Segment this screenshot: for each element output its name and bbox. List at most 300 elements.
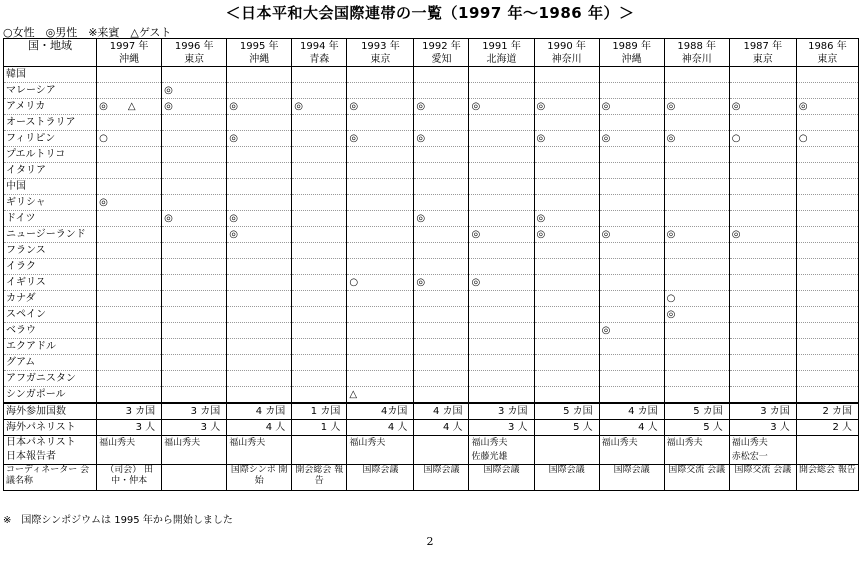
participation-mark: ◎ — [796, 99, 858, 115]
participation-mark — [292, 115, 347, 131]
participation-mark — [97, 227, 162, 243]
participation-mark — [97, 83, 162, 99]
participation-mark: ◎ — [664, 227, 729, 243]
participation-mark — [664, 83, 729, 99]
country-name: スペイン — [4, 307, 97, 323]
participation-mark — [347, 195, 414, 211]
year-column-header — [469, 39, 534, 67]
participation-mark — [162, 259, 227, 275]
participation-mark — [469, 259, 534, 275]
participation-mark: ◎ — [534, 131, 599, 147]
participation-mark: ◎ — [414, 131, 469, 147]
participation-mark — [347, 83, 414, 99]
year-label: 1995 年 — [239, 40, 279, 52]
country-name: プエルトリコ — [4, 147, 97, 163]
japan-panelist-name: 福山秀夫 — [729, 436, 796, 451]
country-name: フランス — [4, 243, 97, 259]
totals-value: 3 カ国 — [469, 403, 534, 420]
participation-mark — [414, 243, 469, 259]
participation-mark — [664, 147, 729, 163]
participation-mark — [97, 371, 162, 387]
participation-mark — [162, 195, 227, 211]
participation-mark — [469, 195, 534, 211]
japan-panelist-name: 福山秀夫 — [347, 436, 414, 451]
participation-mark: △ — [347, 387, 414, 404]
table-row — [4, 99, 859, 115]
totals-value: 3 人 — [162, 420, 227, 436]
participation-mark — [162, 291, 227, 307]
participation-mark — [599, 67, 664, 83]
participation-mark — [347, 291, 414, 307]
participation-mark — [227, 307, 292, 323]
coordinator-value: （司会） 田中・仲本 — [97, 465, 162, 491]
year-label: 1993 年 — [361, 40, 400, 52]
participation-mark — [97, 179, 162, 195]
table-row — [4, 291, 859, 307]
country-name: エクアドル — [4, 339, 97, 355]
participation-mark — [729, 291, 796, 307]
participation-mark — [599, 275, 664, 291]
japan-panelist-name: 福山秀夫 — [97, 436, 162, 451]
participation-mark — [534, 243, 599, 259]
japan-panelist-name — [599, 450, 664, 465]
participation-mark — [227, 339, 292, 355]
country-name: ニュージーランド — [4, 227, 97, 243]
page-number: 2 — [426, 535, 434, 548]
participation-mark — [796, 227, 858, 243]
participation-mark — [796, 371, 858, 387]
participation-mark — [347, 243, 414, 259]
participation-mark — [97, 115, 162, 131]
japan-panelist-name: 福山秀夫 — [162, 436, 227, 451]
coordinator-value: 国際交流 会議 — [664, 465, 729, 491]
participation-mark — [729, 275, 796, 291]
coordinator-value: 国際交流 会議 — [729, 465, 796, 491]
participation-mark — [664, 195, 729, 211]
participation-mark — [292, 83, 347, 99]
totals-row — [4, 420, 859, 436]
participation-mark — [347, 227, 414, 243]
participation-mark — [292, 131, 347, 147]
participation-mark: ◎ — [599, 227, 664, 243]
participation-mark — [599, 147, 664, 163]
country-name: アフガニスタン — [4, 371, 97, 387]
participation-mark: ◎ — [469, 275, 534, 291]
totals-label: 海外参加国数 — [4, 403, 97, 420]
participation-mark — [469, 387, 534, 404]
participation-mark — [469, 83, 534, 99]
participation-mark — [414, 147, 469, 163]
participation-mark — [292, 243, 347, 259]
participation-mark — [97, 387, 162, 404]
participation-mark: ◎ — [664, 99, 729, 115]
coordinator-value: 国際会議 — [469, 465, 534, 491]
year-label: 1994 年 — [299, 40, 339, 52]
participation-mark — [227, 67, 292, 83]
venue-label: 東京 — [752, 53, 773, 65]
participation-mark — [469, 339, 534, 355]
country-name: イラク — [4, 259, 97, 275]
japan-panelist-name — [534, 450, 599, 465]
participation-mark — [162, 339, 227, 355]
participation-mark — [729, 371, 796, 387]
participation-mark — [227, 147, 292, 163]
venue-label: 沖縄 — [621, 53, 642, 65]
venue-label: 東京 — [370, 53, 391, 65]
participation-mark: ◎ — [729, 99, 796, 115]
participation-mark — [599, 179, 664, 195]
participation-mark — [347, 259, 414, 275]
year-label: 1988 年 — [677, 40, 717, 52]
participation-mark — [97, 259, 162, 275]
totals-value: 3 人 — [469, 420, 534, 436]
participation-mark: ◎ — [534, 227, 599, 243]
coordinator-value — [162, 465, 227, 491]
country-name: アメリカ — [4, 99, 97, 115]
participation-mark — [469, 115, 534, 131]
participation-mark: ◎ — [97, 195, 162, 211]
totals-value: 3 カ国 — [729, 403, 796, 420]
participation-mark — [97, 355, 162, 371]
participation-mark: ◎ — [414, 275, 469, 291]
year-column-header — [162, 39, 227, 67]
year-column-header — [227, 39, 292, 67]
participation-mark — [292, 387, 347, 404]
venue-label: 神奈川 — [681, 53, 712, 65]
country-name: ベラウ — [4, 323, 97, 339]
participation-mark — [347, 179, 414, 195]
year-column-header — [347, 39, 414, 67]
participation-mark — [469, 371, 534, 387]
participation-mark — [97, 275, 162, 291]
participation-mark — [796, 291, 858, 307]
participation-mark — [664, 275, 729, 291]
participation-mark: ◎ — [534, 211, 599, 227]
participation-mark — [664, 259, 729, 275]
japan-panelist-name — [162, 450, 227, 465]
participation-mark — [292, 275, 347, 291]
country-name: マレーシア — [4, 83, 97, 99]
coordinator-value: 開会総会 報告 — [292, 465, 347, 491]
participation-mark: ◎ — [599, 131, 664, 147]
participation-mark — [347, 339, 414, 355]
participation-mark — [292, 179, 347, 195]
participation-mark: ◎ — [664, 307, 729, 323]
totals-value: 3 人 — [729, 420, 796, 436]
participation-mark — [534, 259, 599, 275]
participation-mark — [414, 179, 469, 195]
participation-mark — [469, 179, 534, 195]
participation-mark: ◎ — [469, 99, 534, 115]
participation-mark — [347, 307, 414, 323]
participation-mark: ◎ — [162, 83, 227, 99]
table-row — [4, 67, 859, 83]
participation-mark: ○ — [97, 131, 162, 147]
participation-mark — [664, 115, 729, 131]
totals-value: 4カ国 — [347, 403, 414, 420]
participation-mark — [414, 163, 469, 179]
participation-mark — [347, 67, 414, 83]
participation-mark — [534, 355, 599, 371]
totals-value: 3 人 — [97, 420, 162, 436]
participation-mark — [292, 211, 347, 227]
participation-mark — [534, 371, 599, 387]
participation-mark — [729, 195, 796, 211]
totals-value: 1 人 — [292, 420, 347, 436]
participation-mark — [292, 339, 347, 355]
venue-label: 北海道 — [486, 53, 517, 65]
participation-mark — [227, 195, 292, 211]
table-row — [4, 259, 859, 275]
table-row — [4, 339, 859, 355]
participation-mark — [729, 307, 796, 323]
participation-mark — [292, 227, 347, 243]
participation-mark — [664, 163, 729, 179]
participation-mark — [227, 163, 292, 179]
participation-mark — [97, 339, 162, 355]
japan-panelist-name — [796, 436, 858, 451]
totals-label: 海外パネリスト — [4, 420, 97, 436]
participation-mark — [227, 275, 292, 291]
japan-panelist-name — [414, 450, 469, 465]
participation-mark — [469, 163, 534, 179]
totals-value: 4 人 — [599, 420, 664, 436]
venue-label: 沖縄 — [119, 53, 140, 65]
table-row — [4, 387, 859, 404]
participation-mark — [599, 387, 664, 404]
table-row — [4, 355, 859, 371]
table-row — [4, 163, 859, 179]
participation-mark — [599, 339, 664, 355]
participation-mark — [664, 355, 729, 371]
participation-mark — [469, 291, 534, 307]
participation-mark — [469, 211, 534, 227]
participation-mark — [227, 387, 292, 404]
participation-mark — [162, 387, 227, 404]
participation-mark — [534, 339, 599, 355]
participation-mark: ◎ — [162, 211, 227, 227]
participation-mark — [414, 115, 469, 131]
japan-panelist-name — [292, 436, 347, 451]
table-row — [4, 179, 859, 195]
japan-panelist-name: 福山秀夫 — [599, 436, 664, 451]
participation-mark — [97, 211, 162, 227]
participation-mark: ◎ — [729, 227, 796, 243]
year-column-header — [664, 39, 729, 67]
country-name: イギリス — [4, 275, 97, 291]
participation-mark — [414, 83, 469, 99]
participation-mark — [162, 115, 227, 131]
participation-mark — [414, 291, 469, 307]
participation-mark — [347, 323, 414, 339]
country-name: カナダ — [4, 291, 97, 307]
japan-panel-label: 日本報告者 — [4, 450, 97, 465]
participation-mark — [599, 211, 664, 227]
participation-mark — [729, 211, 796, 227]
venue-label: 東京 — [184, 53, 205, 65]
document-title: ＜日本平和大会国際連帯の一覧（1997 年～1986 年）＞ — [225, 4, 635, 22]
participation-mark — [534, 115, 599, 131]
country-name: ドイツ — [4, 211, 97, 227]
participation-mark — [227, 243, 292, 259]
participation-mark — [796, 163, 858, 179]
participation-mark — [469, 323, 534, 339]
japan-panelist-name — [796, 450, 858, 465]
participation-mark — [162, 163, 227, 179]
participation-mark — [534, 291, 599, 307]
participation-mark — [796, 355, 858, 371]
solidarity-table — [3, 38, 859, 491]
participation-mark — [599, 243, 664, 259]
footnote: ※ 国際シンポジウムは 1995 年から開始しました — [3, 515, 233, 526]
participation-mark: ○ — [729, 131, 796, 147]
participation-mark — [599, 83, 664, 99]
participation-mark — [599, 307, 664, 323]
table-row — [4, 147, 859, 163]
participation-mark — [292, 259, 347, 275]
year-column-header — [292, 39, 347, 67]
participation-mark — [534, 195, 599, 211]
year-column-header — [796, 39, 858, 67]
participation-mark — [796, 339, 858, 355]
participation-mark — [347, 371, 414, 387]
participation-mark — [599, 115, 664, 131]
participation-mark — [414, 227, 469, 243]
table-row — [4, 131, 859, 147]
table-row — [4, 371, 859, 387]
participation-mark — [469, 147, 534, 163]
participation-mark — [414, 355, 469, 371]
participation-mark: ◎ — [347, 99, 414, 115]
table-row — [4, 227, 859, 243]
participation-mark — [796, 275, 858, 291]
participation-mark — [796, 179, 858, 195]
participation-mark — [227, 371, 292, 387]
participation-mark — [796, 195, 858, 211]
participation-mark — [469, 243, 534, 259]
year-column-header — [97, 39, 162, 67]
participation-mark — [414, 323, 469, 339]
participation-mark — [469, 355, 534, 371]
participation-mark — [347, 211, 414, 227]
participation-mark — [664, 67, 729, 83]
coordinator-value: 国際会議 — [534, 465, 599, 491]
participation-mark — [347, 147, 414, 163]
participation-mark — [97, 67, 162, 83]
participation-mark — [599, 291, 664, 307]
participation-mark — [796, 211, 858, 227]
year-label: 1986 年 — [808, 40, 847, 52]
participation-mark — [534, 67, 599, 83]
totals-value: 4 カ国 — [599, 403, 664, 420]
participation-mark — [162, 227, 227, 243]
country-name: フィリピン — [4, 131, 97, 147]
participation-mark — [414, 259, 469, 275]
japan-panelist-name — [97, 450, 162, 465]
participation-mark — [227, 291, 292, 307]
coordinator-value: 国際シンポ 開始 — [227, 465, 292, 491]
participation-mark — [414, 307, 469, 323]
participation-mark — [414, 339, 469, 355]
table-row — [4, 323, 859, 339]
participation-mark — [729, 339, 796, 355]
participation-mark — [599, 355, 664, 371]
participation-mark: ○ — [664, 291, 729, 307]
participation-mark — [292, 323, 347, 339]
japan-panelist-name — [534, 436, 599, 451]
year-label: 1996 年 — [174, 40, 214, 52]
participation-mark — [599, 163, 664, 179]
participation-mark — [664, 371, 729, 387]
participation-mark — [729, 147, 796, 163]
participation-mark — [292, 291, 347, 307]
participation-mark — [599, 371, 664, 387]
japan-panelist-name — [414, 436, 469, 451]
participation-mark — [292, 355, 347, 371]
participation-mark — [664, 211, 729, 227]
coordinator-row — [4, 465, 859, 491]
participation-mark: ◎ — [599, 323, 664, 339]
year-column-header — [599, 39, 664, 67]
japan-panelist-name — [347, 450, 414, 465]
venue-label: 神奈川 — [551, 53, 582, 65]
coordinator-value: 国際会議 — [347, 465, 414, 491]
participation-mark: ◎ — [469, 227, 534, 243]
coordinator-value: 国際会議 — [414, 465, 469, 491]
totals-value: 4 カ国 — [414, 403, 469, 420]
participation-mark: ◎ — [227, 99, 292, 115]
participation-mark — [292, 147, 347, 163]
participation-mark — [414, 371, 469, 387]
participation-mark — [292, 195, 347, 211]
participation-mark: ◎ △ — [97, 99, 162, 115]
participation-mark: ◎ — [414, 99, 469, 115]
participation-mark — [729, 323, 796, 339]
totals-value: 1 カ国 — [292, 403, 347, 420]
participation-mark — [796, 307, 858, 323]
participation-mark — [796, 259, 858, 275]
participation-mark — [469, 67, 534, 83]
participation-mark — [664, 387, 729, 404]
legend: ○女性 ◎男性 ※来賓 △ゲスト — [3, 26, 172, 39]
participation-mark — [292, 67, 347, 83]
participation-mark — [162, 131, 227, 147]
participation-mark — [796, 67, 858, 83]
participation-mark: ◎ — [227, 211, 292, 227]
table-body — [4, 67, 859, 491]
participation-mark — [162, 307, 227, 323]
japan-panelist-name — [664, 450, 729, 465]
participation-mark: ◎ — [292, 99, 347, 115]
participation-mark — [796, 147, 858, 163]
participation-mark — [664, 179, 729, 195]
participation-mark — [347, 355, 414, 371]
year-label: 1992 年 — [422, 40, 461, 52]
participation-mark: ○ — [796, 131, 858, 147]
country-name: ギリシャ — [4, 195, 97, 211]
totals-value: 5 カ国 — [664, 403, 729, 420]
participation-mark — [729, 243, 796, 259]
participation-mark — [796, 83, 858, 99]
participation-mark — [347, 163, 414, 179]
japan-panelist-name — [227, 450, 292, 465]
venue-label: 愛知 — [431, 53, 452, 65]
table-row — [4, 243, 859, 259]
participation-mark — [162, 243, 227, 259]
participation-mark — [162, 323, 227, 339]
participation-mark — [599, 195, 664, 211]
participation-mark — [97, 163, 162, 179]
